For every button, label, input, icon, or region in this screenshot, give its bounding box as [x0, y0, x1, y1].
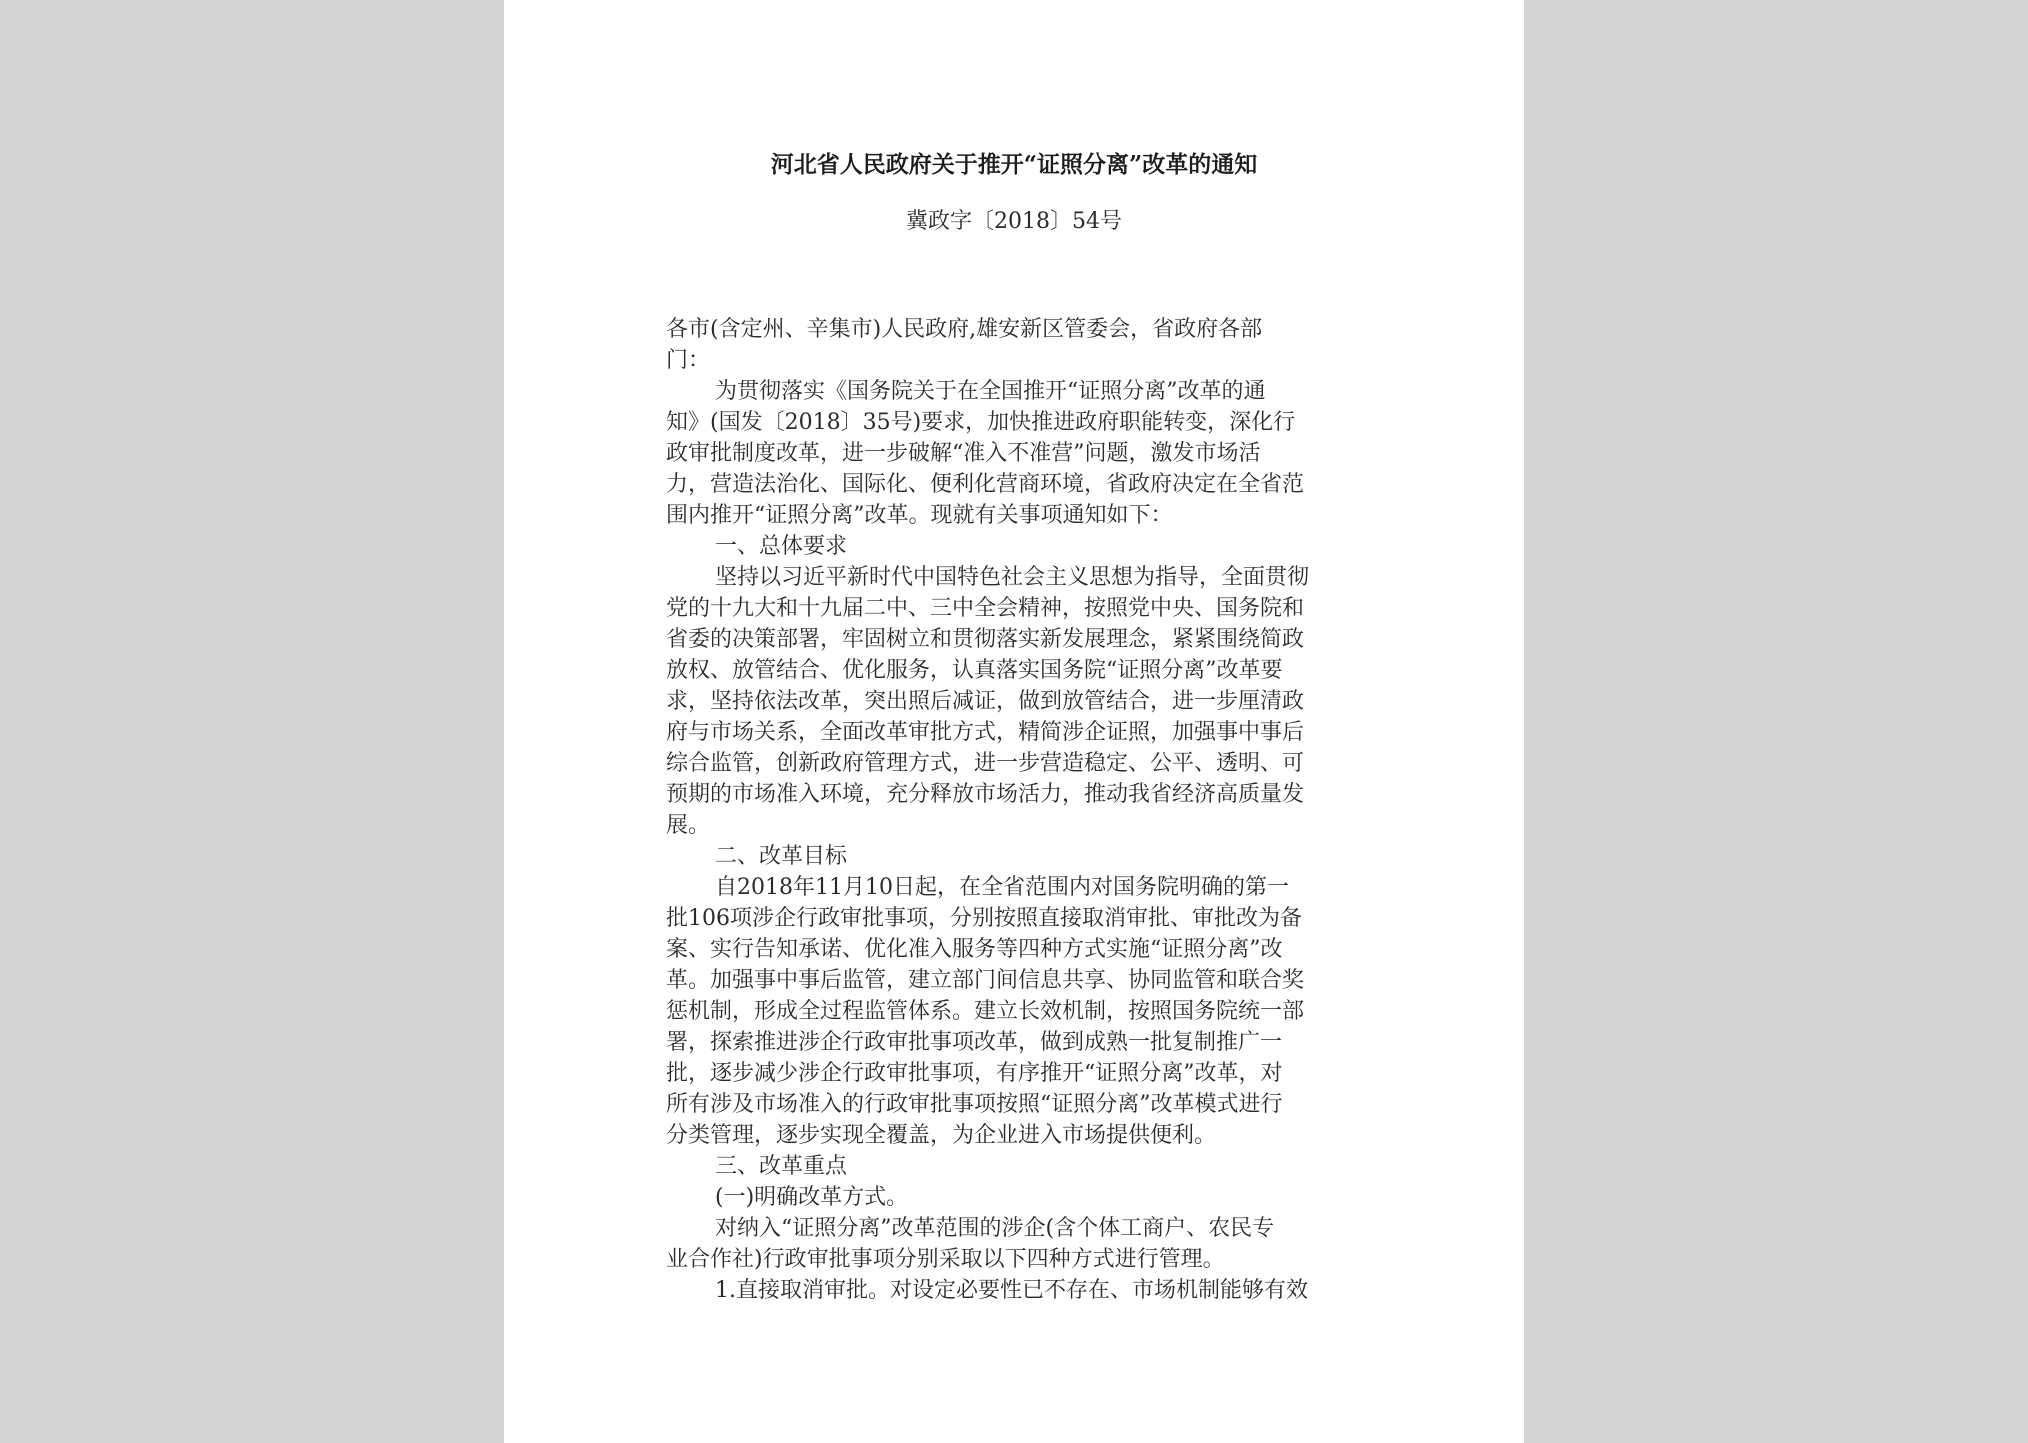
- body-line: 二、改革目标: [715, 844, 848, 869]
- body-line: 综合监管，创新政府管理方式，进一步营造稳定、公平、透明、可: [666, 751, 1305, 776]
- body-line: 各市(含定州、辛集市)人民政府,雄安新区管委会，省政府各部: [666, 317, 1263, 342]
- body-line: 批，逐步减少涉企行政审批事项，有序推开“证照分离”改革，对: [666, 1061, 1283, 1086]
- body-line: 政审批制度改革，进一步破解“准入不准营”问题，激发市场活: [666, 441, 1261, 466]
- body-line: 府与市场关系，全面改革审批方式，精简涉企证照，加强事中事后: [666, 720, 1305, 745]
- body-line: 署，探索推进涉企行政审批事项改革，做到成熟一批复制推广一: [666, 1030, 1283, 1055]
- body-line: 三、改革重点: [715, 1154, 848, 1179]
- body-line: 为贯彻落实《国务院关于在全国推开“证照分离”改革的通: [715, 379, 1266, 404]
- document-title: 河北省人民政府关于推开“证照分离”改革的通知: [770, 151, 1258, 178]
- body-line: 所有涉及市场准入的行政审批事项按照“证照分离”改革模式进行: [666, 1092, 1283, 1117]
- body-line: 分类管理，逐步实现全覆盖，为企业进入市场提供便利。: [666, 1123, 1217, 1148]
- document-page: [504, 0, 1524, 1443]
- body-line: 门：: [666, 348, 711, 373]
- body-line: 业合作社)行政审批事项分别采取以下四种方式进行管理。: [666, 1247, 1225, 1272]
- body-line: 案、实行告知承诺、优化准入服务等四种方式实施“证照分离”改: [666, 937, 1283, 962]
- body-line: 求，坚持依法改革，突出照后减证，做到放管结合，进一步厘清政: [666, 689, 1305, 714]
- body-line: (一)明确改革方式。: [715, 1185, 909, 1210]
- body-line: 一、总体要求: [715, 534, 848, 559]
- body-line: 批106项涉企行政审批事项，分别按照直接取消审批、审批改为备: [666, 906, 1302, 931]
- body-line: 放权、放管结合、优化服务，认真落实国务院“证照分离”改革要: [666, 658, 1283, 683]
- body-line: 展。: [666, 813, 711, 838]
- document-body: [666, 314, 1376, 1306]
- body-line: 惩机制，形成全过程监管体系。建立长效机制，按照国务院统一部: [666, 999, 1305, 1024]
- document-number: 冀政字〔2018〕54号: [906, 209, 1122, 234]
- body-line: 围内推开“证照分离”改革。现就有关事项通知如下：: [666, 503, 1173, 528]
- body-line: 对纳入“证照分离”改革范围的涉企(含个体工商户、农民专: [715, 1216, 1275, 1241]
- body-line: 坚持以习近平新时代中国特色社会主义思想为指导，全面贯彻: [715, 565, 1310, 590]
- body-line: 革。加强事中事后监管，建立部门间信息共享、协同监管和联合奖: [666, 968, 1305, 993]
- body-line: 知》(国发〔2018〕35号)要求，加快推进政府职能转变，深化行: [666, 410, 1296, 435]
- body-line: 预期的市场准入环境，充分释放市场活力，推动我省经济高质量发: [666, 782, 1305, 807]
- body-line: 自2018年11月10日起，在全省范围内对国务院明确的第一: [715, 875, 1289, 900]
- body-line: 1.直接取消审批。对设定必要性已不存在、市场机制能够有效: [715, 1278, 1308, 1303]
- body-line: 省委的决策部署，牢固树立和贯彻落实新发展理念，紧紧围绕简政: [666, 627, 1305, 652]
- body-line: 力，营造法治化、国际化、便利化营商环境，省政府决定在全省范: [666, 472, 1305, 497]
- body-line: 党的十九大和十九届二中、三中全会精神，按照党中央、国务院和: [666, 596, 1305, 621]
